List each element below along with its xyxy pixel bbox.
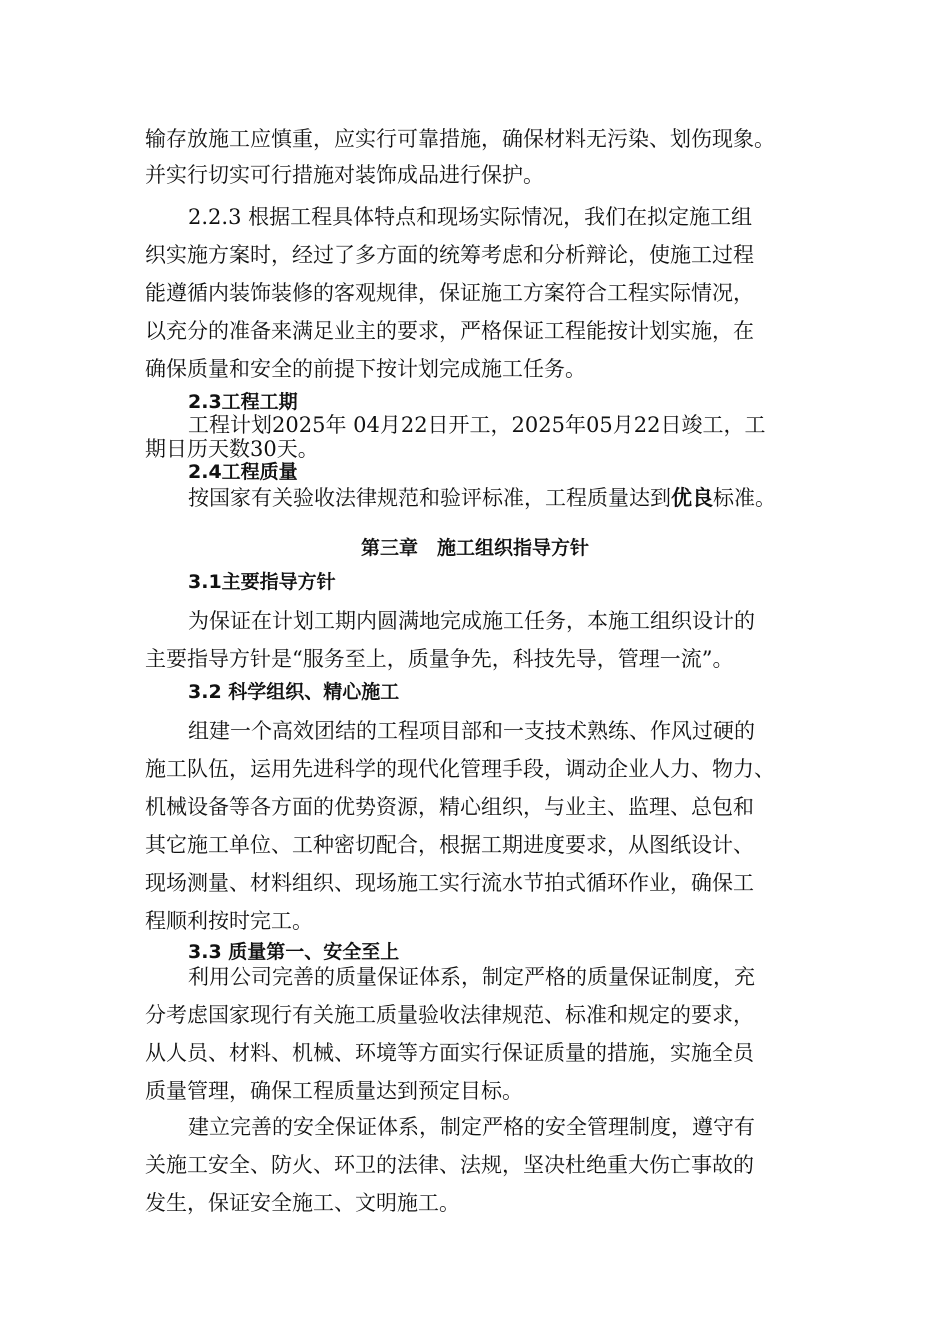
section-heading-3-2: 3.2 科学组织、精心施工 bbox=[188, 681, 400, 703]
paragraph-line: 发生，保证安全施工、文明施工。 bbox=[145, 1191, 460, 1215]
paragraph-line: 利用公司完善的质量保证体系，制定严格的质量保证制度，充 bbox=[188, 965, 755, 989]
paragraph-line: 质量管理，确保工程质量达到预定目标。 bbox=[145, 1079, 523, 1103]
paragraph-line: 织实施方案时，经过了多方面的统筹考虑和分析辩论，使施工过程 bbox=[145, 243, 754, 267]
paragraph-line: 从人员、材料、机械、环境等方面实行保证质量的措施，实施全员 bbox=[145, 1041, 754, 1065]
paragraph-line: 主要指导方针是“服务至上，质量争先，科技先导，管理一流”。 bbox=[145, 647, 734, 671]
paragraph-line: 现场测量、材料组织、现场施工实行流水节拍式循环作业，确保工 bbox=[145, 871, 754, 895]
paragraph-line: 施工队伍，运用先进科学的现代化管理手段，调动企业人力、物力、 bbox=[145, 757, 775, 781]
quality-grade-bold: 优良 bbox=[671, 486, 713, 510]
paragraph-line: 确保质量和安全的前提下按计划完成施工任务。 bbox=[145, 357, 586, 381]
paragraph-line: 机械设备等各方面的优势资源，精心组织，与业主、监理、总包和 bbox=[145, 795, 754, 819]
paragraph-line: 以充分的准备来满足业主的要求，严格保证工程能按计划实施，在 bbox=[145, 319, 754, 343]
paragraph-line bbox=[188, 485, 868, 511]
quality-text-after: 标准。 bbox=[713, 486, 776, 510]
quality-text-before: 按国家有关验收法律规范和验评标准，工程质量达到 bbox=[188, 486, 671, 510]
section-heading-3-1: 3.1主要指导方针 bbox=[188, 571, 336, 593]
paragraph-line: 输存放施工应慎重，应实行可靠措施，确保材料无污染、划伤现象。 bbox=[145, 127, 775, 151]
paragraph-line: 并实行切实可行措施对装饰成品进行保护。 bbox=[145, 163, 544, 187]
section-heading-2-4: 2.4工程质量 bbox=[188, 461, 298, 483]
paragraph-line: 为保证在计划工期内圆满地完成施工任务，本施工组织设计的 bbox=[188, 609, 755, 633]
paragraph-line: 2.2.3 根据工程具体特点和现场实际情况，我们在拟定施工组 bbox=[188, 205, 753, 229]
section-heading-3-3: 3.3 质量第一、安全至上 bbox=[188, 941, 400, 963]
paragraph-line: 能遵循内装饰装修的客观规律，保证施工方案符合工程实际情况， bbox=[145, 281, 754, 305]
paragraph-line: 关施工安全、防火、环卫的法律、法规，坚决杜绝重大伤亡事故的 bbox=[145, 1153, 754, 1177]
paragraph-line: 程顺利按时完工。 bbox=[145, 909, 313, 933]
paragraph-line: 建立完善的安全保证体系，制定严格的安全管理制度，遵守有 bbox=[188, 1115, 755, 1139]
paragraph-line: 工程计划2025年 04月22日开工，2025年05月22日竣工，工 bbox=[188, 413, 766, 437]
section-heading-2-3: 2.3工程工期 bbox=[188, 391, 298, 413]
paragraph-line: 期日历天数30天。 bbox=[145, 437, 319, 461]
chapter-title: 第三章 施工组织指导方针 bbox=[360, 537, 589, 559]
paragraph-line: 其它施工单位、工种密切配合，根据工期进度要求，从图纸设计、 bbox=[145, 833, 754, 857]
paragraph-line: 组建一个高效团结的工程项目部和一支技术熟练、作风过硬的 bbox=[188, 719, 755, 743]
paragraph-line: 分考虑国家现行有关施工质量验收法律规范、标准和规定的要求， bbox=[145, 1003, 754, 1027]
